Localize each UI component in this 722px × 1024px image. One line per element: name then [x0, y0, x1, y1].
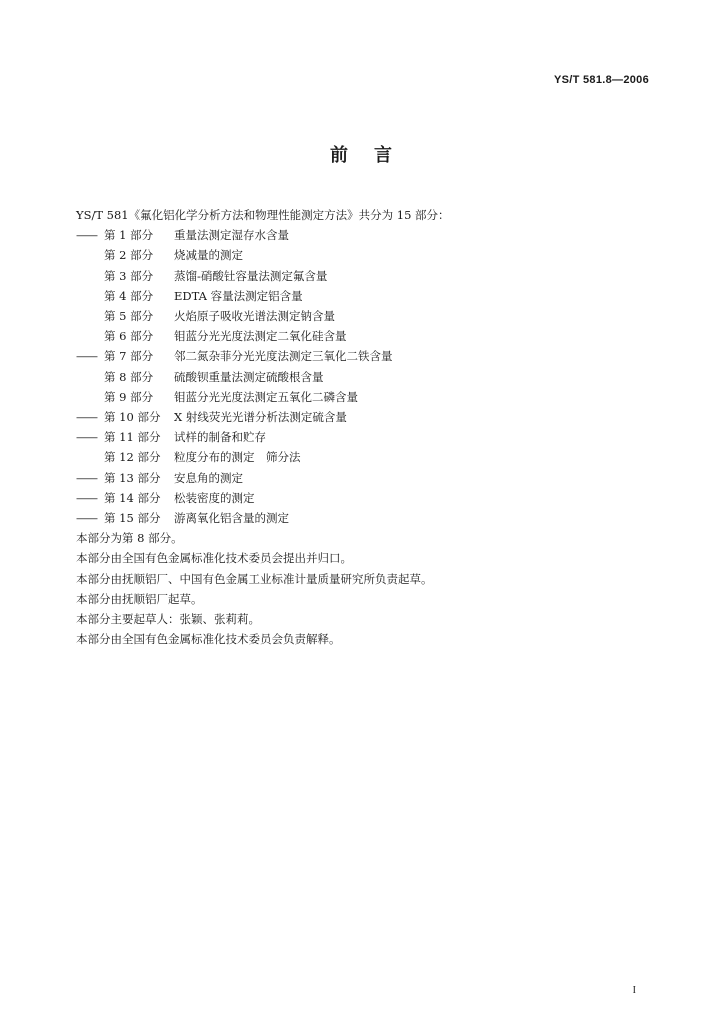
- part-dash: ——: [76, 470, 97, 485]
- part-list-item: [76, 326, 656, 346]
- part-dash: ——: [76, 511, 97, 526]
- part-dash: [76, 286, 104, 306]
- part-number: 第 5 部分: [104, 309, 154, 324]
- part-list-item: [76, 245, 656, 265]
- part-number: 第 11 部分: [104, 430, 161, 445]
- part-list-item: [76, 427, 656, 447]
- part-number: 第 14 部分: [104, 490, 161, 505]
- part-title: X 射线荧光光谱分析法测定硫含量: [174, 410, 347, 425]
- intro-paragraph: YS/T 581《氟化铝化学分析方法和物理性能测定方法》共分为 15 部分：: [76, 208, 450, 222]
- page-title: 前言: [330, 145, 418, 166]
- part-dash: [76, 447, 104, 467]
- body-paragraph: 本部分由抚顺铝厂起草。: [76, 591, 203, 606]
- part-title: 试样的制备和贮存: [174, 430, 266, 445]
- part-list-item: [76, 306, 656, 326]
- part-title: 安息角的测定: [174, 470, 243, 485]
- part-list-item: [76, 468, 656, 488]
- part-dash: [76, 367, 104, 387]
- part-number: 第 4 部分: [104, 288, 154, 303]
- part-number: 第 2 部分: [104, 248, 154, 263]
- part-number: 第 3 部分: [104, 268, 154, 283]
- document-body: [76, 205, 656, 649]
- part-dash: [76, 326, 104, 346]
- part-number: 第 7 部分: [104, 349, 154, 364]
- part-dash: [76, 387, 104, 407]
- body-paragraph: 本部分由全国有色金属标准化技术委员会负责解释。: [76, 632, 341, 647]
- part-title: 粒度分布的测定 筛分法: [174, 450, 301, 465]
- part-list-item: [76, 367, 656, 387]
- standard-code: YS/T 581.8—2006: [553, 74, 649, 86]
- part-number: 第 1 部分: [104, 228, 154, 243]
- part-list-item: [76, 225, 656, 245]
- part-title: 烧减量的测定: [174, 248, 243, 263]
- part-number: 第 10 部分: [104, 410, 161, 425]
- part-list-item: [76, 266, 656, 286]
- part-number: 第 6 部分: [104, 329, 154, 344]
- part-title: EDTA 容量法测定铝含量: [174, 288, 303, 303]
- part-title: 重量法测定湿存水含量: [174, 228, 289, 243]
- part-title: 游离氧化铝含量的测定: [174, 511, 289, 526]
- part-list-item: [76, 346, 656, 366]
- closing-paragraphs: [76, 528, 656, 649]
- body-paragraph: 本部分由抚顺铝厂、中国有色金属工业标准计量质量研究所负责起草。: [76, 571, 433, 586]
- part-title: 火焰原子吸收光谱法测定钠含量: [174, 309, 335, 324]
- part-number: 第 8 部分: [104, 369, 154, 384]
- part-number: 第 12 部分: [104, 450, 161, 465]
- part-title: 钼蓝分光光度法测定二氧化硅含量: [174, 329, 347, 344]
- part-title: 松装密度的测定: [174, 490, 255, 505]
- part-list-item: [76, 286, 656, 306]
- page-number: I: [632, 985, 636, 996]
- part-number: 第 9 部分: [104, 389, 154, 404]
- part-list-item: [76, 508, 656, 528]
- body-paragraph: 本部分主要起草人：张颖、张莉莉。: [76, 612, 260, 627]
- part-dash: ——: [76, 349, 97, 364]
- body-paragraph: 本部分为第 8 部分。: [76, 531, 183, 546]
- part-title: 蒸馏-硝酸钍容量法测定氟含量: [174, 268, 328, 283]
- part-list-item: [76, 447, 656, 467]
- part-dash: [76, 306, 104, 326]
- part-dash: ——: [76, 228, 97, 243]
- part-dash: [76, 266, 104, 286]
- part-dash: ——: [76, 430, 97, 445]
- parts-list: [76, 225, 656, 528]
- part-number: 第 15 部分: [104, 511, 161, 526]
- part-dash: ——: [76, 410, 97, 425]
- part-list-item: [76, 387, 656, 407]
- part-dash: [76, 245, 104, 265]
- part-dash: ——: [76, 490, 97, 505]
- part-list-item: [76, 488, 656, 508]
- part-title: 邻二氮杂菲分光光度法测定三氧化二铁含量: [174, 349, 393, 364]
- part-number: 第 13 部分: [104, 470, 161, 485]
- body-paragraph: 本部分由全国有色金属标准化技术委员会提出并归口。: [76, 551, 352, 566]
- part-title: 硫酸钡重量法测定硫酸根含量: [174, 369, 324, 384]
- part-list-item: [76, 407, 656, 427]
- part-title: 钼蓝分光光度法测定五氧化二磷含量: [174, 389, 358, 404]
